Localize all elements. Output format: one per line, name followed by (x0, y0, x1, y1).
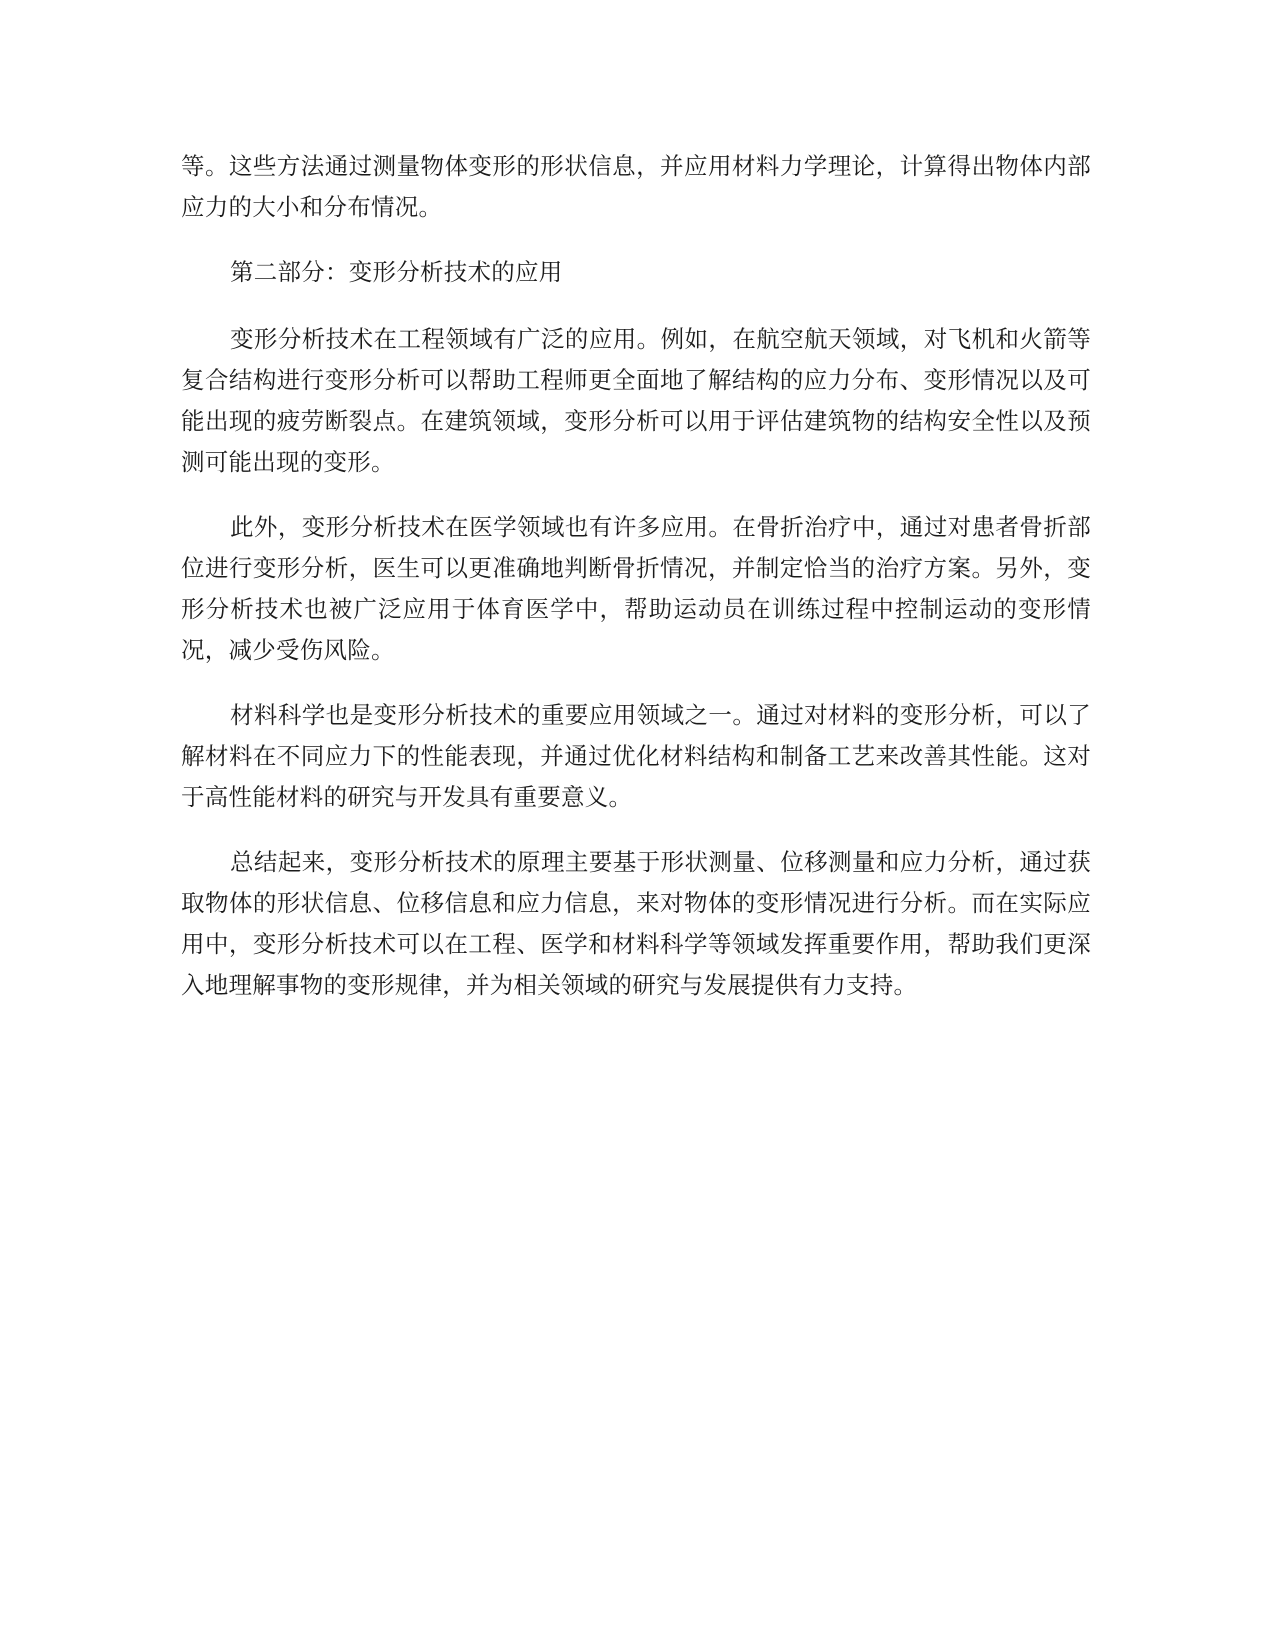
paragraph-engineering: 变形分析技术在工程领域有广泛的应用。例如，在航空航天领域，对飞机和火箭等复合结构进行变形分析可以帮助工程师更全面地了解结构的应力分布、变形情况以及可能出现的疲劳断裂点。在建筑领域，变形分析可以用于评估建筑物的结构安全性以及预测可能出现的变形。 (181, 325, 1091, 476)
paragraph-materials: 材料科学也是变形分析技术的重要应用领域之一。通过对材料的变形分析，可以了解材料在不同应力下的性能表现，并通过优化材料结构和制备工艺来改善其性能。这对于高性能材料的研究与开发具有重要意义。 (181, 701, 1091, 811)
paragraph-medicine: 此外，变形分析技术在医学领域也有许多应用。在骨折治疗中，通过对患者骨折部位进行变形分析，医生可以更准确地判断骨折情况，并制定恰当的治疗方案。另外，变形分析技术也被广泛应用于体育医学中，帮助运动员在训练过程中控制运动的变形情况，减少受伤风险。 (181, 513, 1091, 664)
paragraph-summary: 总结起来，变形分析技术的原理主要基于形状测量、位移测量和应力分析，通过获取物体的形状信息、位移信息和应力信息，来对物体的变形情况进行分析。而在实际应用中，变形分析技术可以在工程、医学和材料科学等领域发挥重要作用，帮助我们更深入地理解事物的变形规律，并为相关领域的研究与发展提供有力支持。 (181, 848, 1091, 999)
document-body (181, 146, 1091, 1006)
paragraph-continuation: 等。这些方法通过测量物体变形的形状信息，并应用材料力学理论，计算得出物体内部应力的大小和分布情况。 (181, 152, 1091, 221)
section-heading: 第二部分：变形分析技术的应用 (230, 258, 563, 286)
